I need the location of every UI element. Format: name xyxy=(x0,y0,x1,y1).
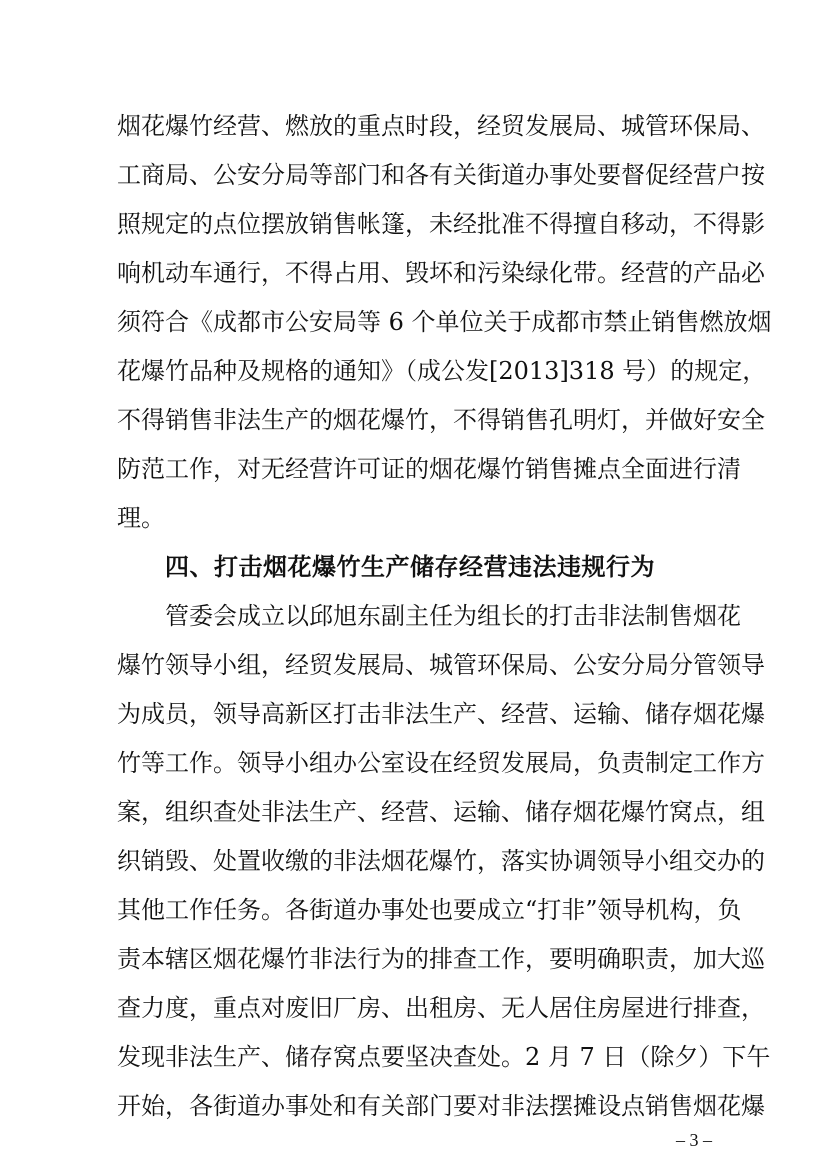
body-text-line: 须符合《成都市公安局等 6 个单位关于成都市禁止销售燃放烟 xyxy=(117,308,772,336)
body-text-line: 管委会成立以邱旭东副主任为组长的打击非法制售烟花 xyxy=(165,602,741,630)
body-text-line: 不得销售非法生产的烟花爆竹，不得销售孔明灯，并做好安全 xyxy=(117,406,765,434)
body-text-line: 查力度，重点对废旧厂房、出租房、无人居住房屋进行排查， xyxy=(117,994,765,1022)
body-text-line: 织销毁、处置收缴的非法烟花爆竹，落实协调领导小组交办的 xyxy=(117,847,765,875)
body-text-line: 理。 xyxy=(117,504,165,532)
body-text-line: 为成员，领导高新区打击非法生产、经营、运输、储存烟花爆 xyxy=(117,700,765,728)
body-text-line: 发现非法生产、储存窝点要坚决查处。2 月 7 日（除夕）下午 xyxy=(117,1043,771,1071)
body-text-line: 工商局、公安分局等部门和各有关街道办事处要督促经营户按 xyxy=(117,161,765,189)
body-text-line: 开始，各街道办事处和有关部门要对非法摆摊设点销售烟花爆 xyxy=(117,1092,765,1120)
body-text-line: 防范工作，对无经营许可证的烟花爆竹销售摊点全面进行清 xyxy=(117,455,741,483)
body-text-line: 响机动车通行，不得占用、毁坏和污染绿化带。经营的产品必 xyxy=(117,259,765,287)
body-text-line: 其他工作任务。各街道办事处也要成立“打非”领导机构，负 xyxy=(117,896,742,924)
body-text-line: 照规定的点位摆放销售帐篷，未经批准不得擅自移动，不得影 xyxy=(117,210,765,238)
section-heading: 四、打击烟花爆竹生产储存经营违法违规行为 xyxy=(165,553,655,581)
body-text-line: 案，组织查处非法生产、经营、运输、储存烟花爆竹窝点，组 xyxy=(117,798,765,826)
body-text-line: 爆竹领导小组，经贸发展局、城管环保局、公安分局分管领导 xyxy=(117,651,765,679)
body-text-line: 责本辖区烟花爆竹非法行为的排查工作，要明确职责，加大巡 xyxy=(117,945,765,973)
body-text-line: 花爆竹品种及规格的通知》（成公发[2013]318 号）的规定， xyxy=(117,357,767,385)
body-text-line: 竹等工作。领导小组办公室设在经贸发展局，负责制定工作方 xyxy=(117,749,765,777)
page-number: – 3 – xyxy=(676,1130,712,1150)
body-text-line: 烟花爆竹经营、燃放的重点时段，经贸发展局、城管环保局、 xyxy=(117,112,765,140)
